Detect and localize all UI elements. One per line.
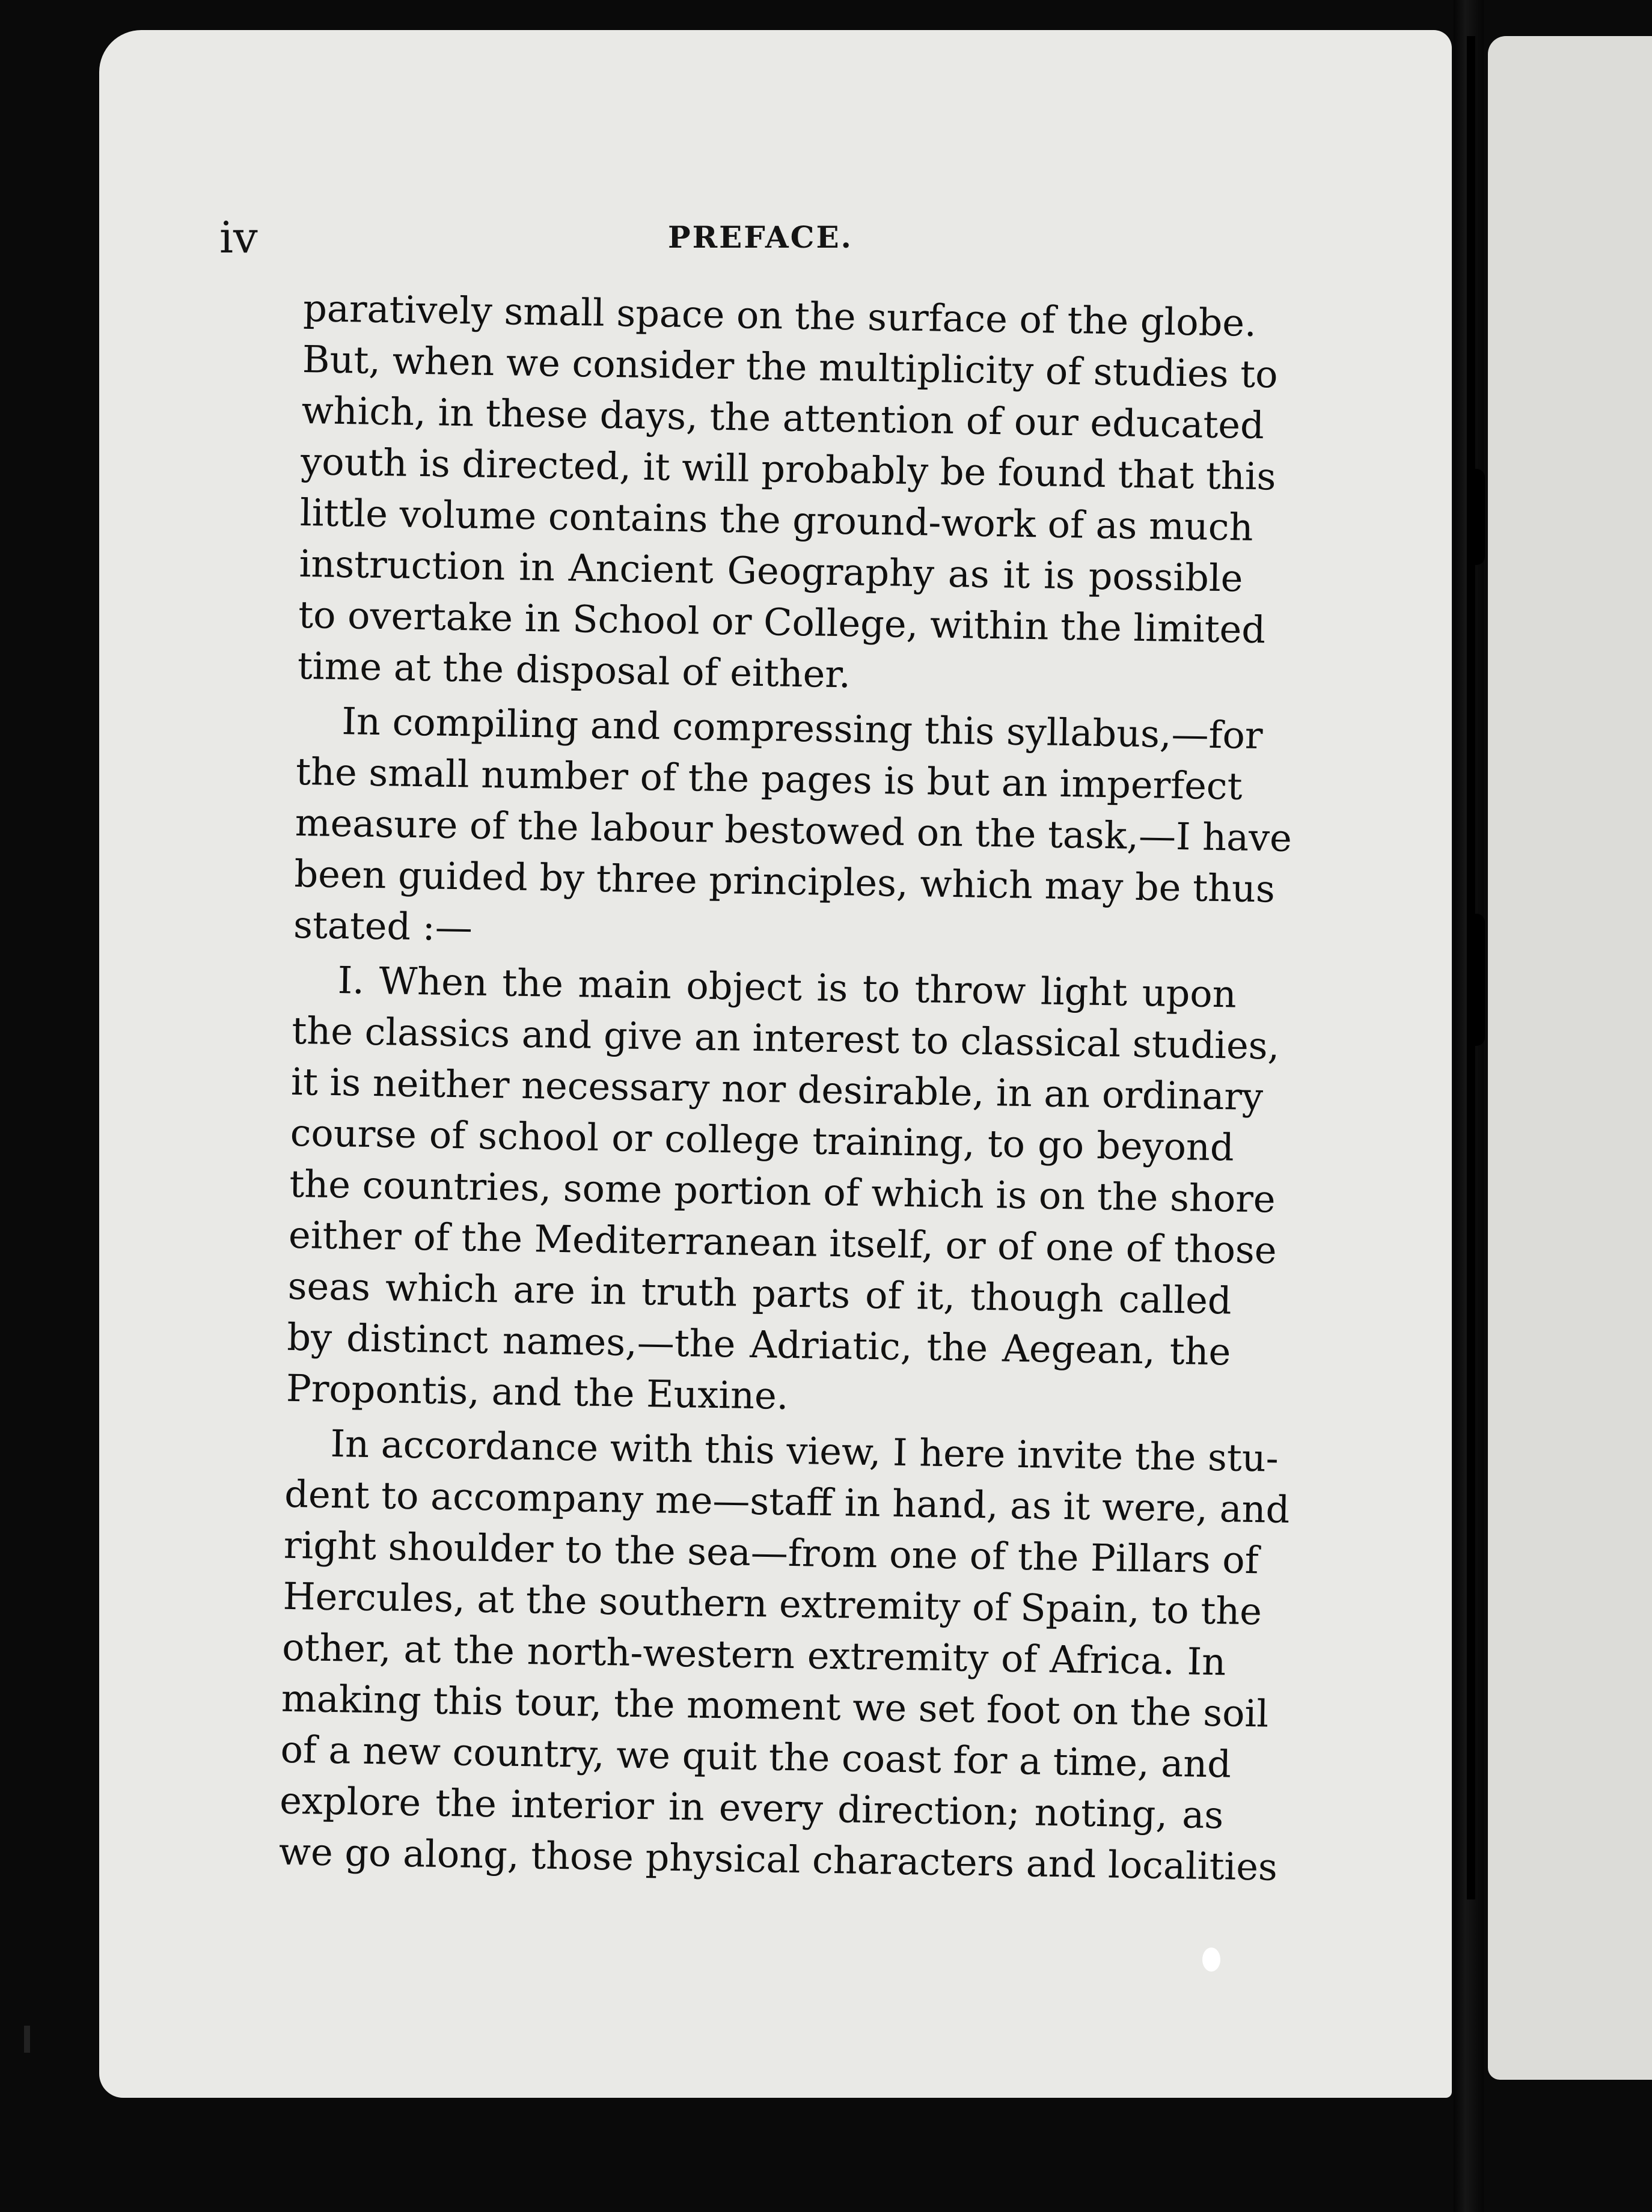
running-head: PREFACE. [668, 219, 853, 255]
text-line: of a new country, we quit the coast for a time, and [280, 1727, 1232, 1786]
text-line: explore the interior in every direction; noting, as [279, 1778, 1224, 1838]
text-line: making this tour, the moment we set foot on the soil [281, 1676, 1269, 1736]
gutter-blot [1467, 469, 1485, 565]
text-line: the classics and give an interest to classical studies, [291, 1008, 1280, 1068]
scan-mark [24, 2026, 30, 2053]
text-line: by distinct names,—the Adriatic, the Aegean, the [286, 1315, 1231, 1374]
text-line: Hercules, at the southern extremity of Spain, to the [283, 1574, 1262, 1634]
text-line: the small number of the pages is but an imperfect [295, 749, 1243, 808]
text-line: In compiling and compressing this syllabus,—for [341, 699, 1264, 758]
text-line: course of school or college training, to go beyond [290, 1110, 1235, 1170]
text-line: instruction in Ancient Geography as it is possible [299, 541, 1244, 600]
text-line: little volume contains the ground-work of as much [299, 490, 1254, 549]
text-line: been guided by three principles, which may be thus [293, 851, 1276, 911]
paragraph [297, 283, 1279, 706]
paper-speck [1202, 1948, 1220, 1972]
text-line: seas which are in truth parts of it, though called [287, 1263, 1232, 1323]
text-line: youth is directed, it will probably be found that this [300, 439, 1276, 499]
text-line: In accordance with this view, I here invite the stu- [330, 1421, 1279, 1480]
text-line: Propontis, and the Euxine. [286, 1366, 789, 1418]
text-line: paratively small space on the surface of the globe. [302, 286, 1257, 345]
text-line: time at the disposal of either. [297, 643, 851, 697]
text-line: which, in these days, the attention of our educated [301, 388, 1265, 448]
facing-page-edge [1488, 36, 1652, 2080]
page-number: iv [219, 212, 258, 263]
page-header [219, 207, 1302, 267]
text-line: stated :— [293, 902, 473, 950]
text-line: But, when we consider the multiplicity of studies to [302, 337, 1279, 397]
paragraph [293, 695, 1293, 965]
text-line: I. When the main object is to throw light upon [337, 958, 1237, 1016]
text-line: we go along, those physical characters and localities [278, 1829, 1278, 1889]
text-line: either of the Mediterranean itself, or of one of those [288, 1212, 1277, 1273]
text-line: dent to accompany me—staff in hand, as it were, and [284, 1471, 1290, 1532]
text-line: measure of the labour bestowed on the task,—I have [295, 800, 1293, 860]
text-line: the countries, some portion of which is on the shore [289, 1161, 1276, 1221]
text-line: right shoulder to the sea—from one of the Pillars of [283, 1523, 1259, 1583]
text-line: it is neither necessary nor desirable, in an ordinary [290, 1059, 1264, 1119]
text-line: to overtake in School or College, within the limited [298, 592, 1266, 652]
paragraph [286, 954, 1280, 1429]
body-text [278, 283, 1293, 1892]
paragraph [278, 1417, 1290, 1892]
gutter-blot [1467, 914, 1485, 1046]
text-line: other, at the north-western extremity of Africa. In [281, 1625, 1226, 1684]
